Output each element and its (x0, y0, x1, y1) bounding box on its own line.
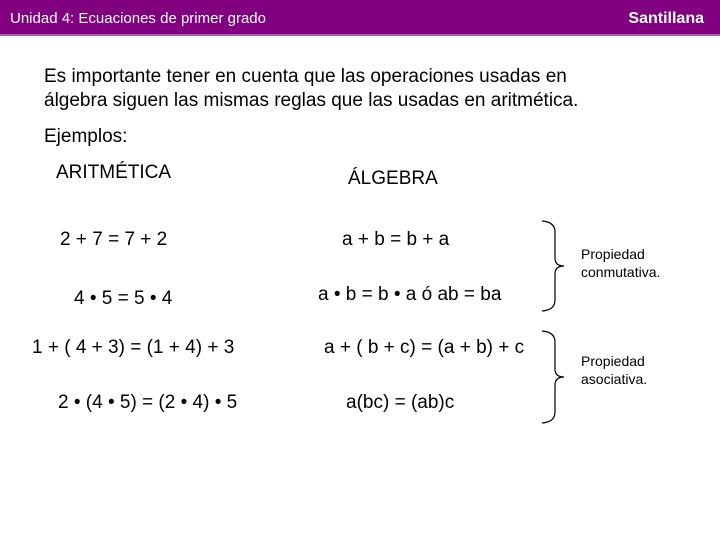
arithmetic-expression-4: 2 • (4 • 5) = (2 • 4) • 5 (58, 392, 238, 413)
algebra-expression-4: a(bc) = (ab)c (346, 392, 455, 413)
examples-label: Ejemplos: (44, 126, 128, 147)
associative-property-label (581, 352, 647, 388)
header-title: Unidad 4: Ecuaciones de primer grado (10, 10, 266, 27)
algebra-expression-1: a + b = b + a (342, 229, 450, 250)
intro-line-2: álgebra siguen las mismas reglas que las usadas en aritmética. (44, 90, 579, 111)
associative-label-line-2: asociativa. (581, 371, 648, 387)
algebra-expression-3: a + ( b + c) = (a + b) + c (324, 337, 525, 358)
arithmetic-expression-1: 2 + 7 = 7 + 2 (60, 229, 168, 250)
arithmetic-expression-3: 1 + ( 4 + 3) = (1 + 4) + 3 (32, 337, 235, 358)
arithmetic-heading: ARITMÉTICA (56, 162, 172, 183)
intro-text (44, 65, 664, 113)
commutative-label-line-1: Propiedad (581, 246, 645, 262)
header-brand: Santillana (628, 10, 704, 27)
commutative-label-line-2: conmutativa. (581, 264, 661, 280)
associative-brace (540, 330, 570, 424)
arithmetic-expression-2: 4 • 5 = 5 • 4 (74, 288, 173, 309)
algebra-expression-2: a • b = b • a ó ab = ba (318, 284, 502, 305)
commutative-brace (540, 220, 570, 312)
commutative-property-label (581, 245, 660, 281)
associative-label-line-1: Propiedad (581, 353, 645, 369)
algebra-heading: ÁLGEBRA (348, 168, 438, 189)
header-divider (0, 34, 720, 36)
intro-line-1: Es importante tener en cuenta que las operaciones usadas en (44, 66, 567, 87)
